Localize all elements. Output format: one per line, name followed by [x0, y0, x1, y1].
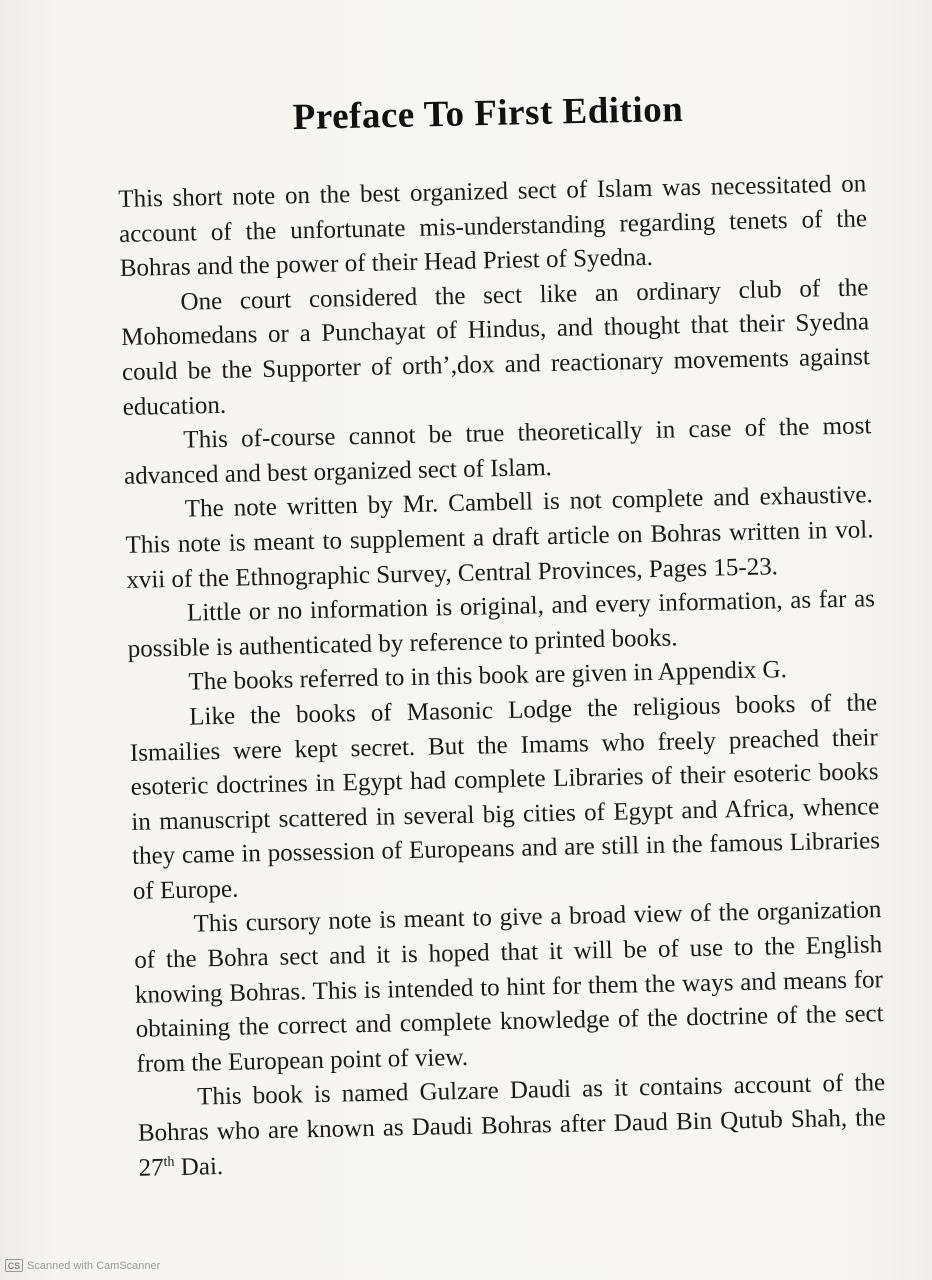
paragraph-4: The note written by Mr. Cambell is not complete and exhaustive. This note is meant to supplement a draft article on Bohras written in vol. xvii of the Ethnographic Survey, Central Provinces, Pages 15-23. — [125, 481, 874, 594]
page-title: Preface To First Edition — [292, 88, 684, 139]
scanner-watermark — [5, 1259, 160, 1272]
paragraph-6: The books referred to in this book are given in Appendix G. — [188, 656, 788, 696]
paragraph-8: This cursory note is meant to give a broad view of the organization of the Bohra sect and it is hoped that it will be of use to the English knowing Bohras. This is intended to hint for them the ways and means for obtaining the correct and complete knowledge of the doctrine of the sect from the European point of view. — [134, 896, 884, 1078]
preface-body — [118, 167, 887, 1186]
paragraph-5: Little or no information is original, and every information, as far as possible is authenticated by reference to printed books. — [127, 585, 876, 663]
paragraph-9-end: Dai. — [174, 1152, 224, 1181]
paragraph-2: One court considered the sect like an ordinary club of the Mohomedans or a Punchayat of Hindus, and thought that their Syedna could be the Supporter of orth’,dox and reactionary movements against education. — [120, 274, 871, 421]
paragraph-9-text: This book is named Gulzare Daudi as it contains account of the Bohras who are known as Daudi Bohras after Daud Bin Qutub Shah, the 27 — [137, 1069, 887, 1182]
paragraph-7: Like the books of Masonic Lodge the religious books of the Ismailies were kept secret. But the Imams who freely preached their esoteric doctrines in Egypt had complete Libraries of their esoteric books in manuscript scattered in several big cities of Egypt and Africa, whence they came in possession of Europeans and are still in the famous Libraries of Europe. — [129, 689, 881, 905]
watermark-text: Scanned with CamScanner — [27, 1259, 161, 1272]
paragraph-1: This short note on the best organized sect of Islam was necessitated on account of the unfortunate mis-understanding regarding tenets of the Bohras and the power of their Head Priest of Syedna. — [118, 170, 868, 283]
paragraph-3: This of-course cannot be true theoretically in case of the most advanced and best organized sect of Islam. — [123, 412, 872, 490]
camscanner-logo-icon: CS — [5, 1259, 23, 1272]
paragraph-9 — [137, 1067, 887, 1186]
ordinal-superscript: th — [163, 1154, 175, 1170]
